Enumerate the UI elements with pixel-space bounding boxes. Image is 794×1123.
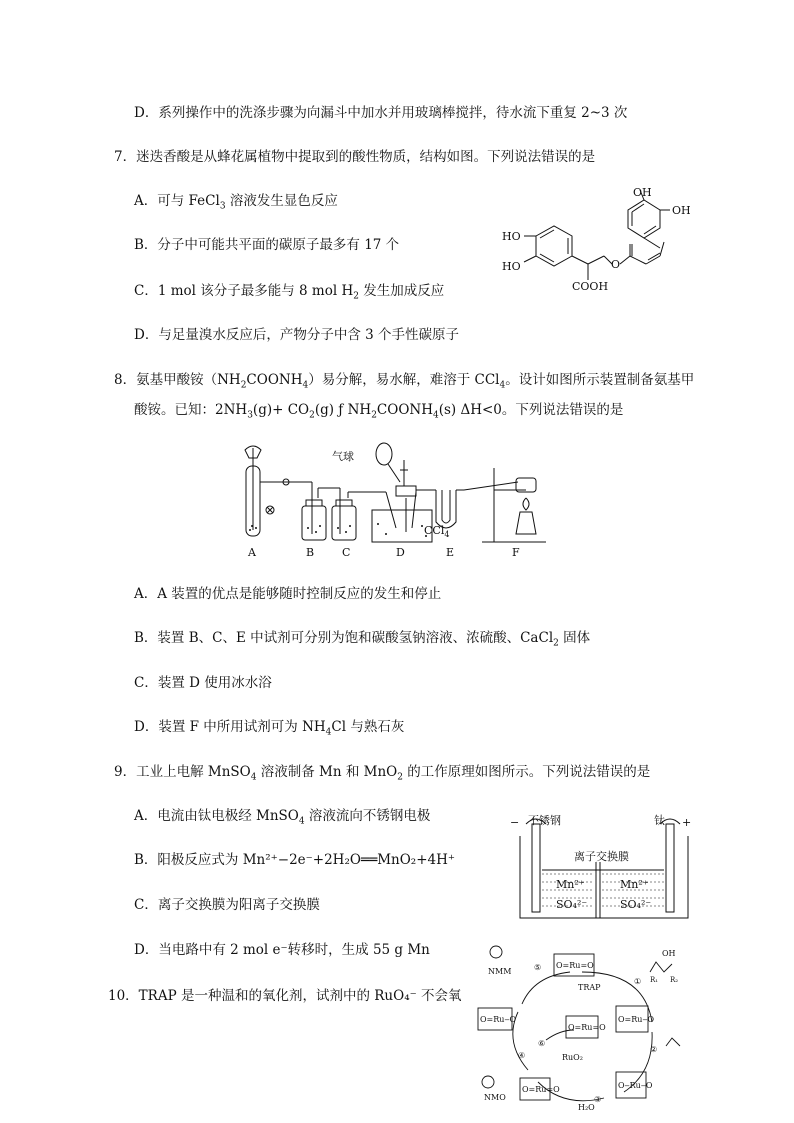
ccl4-label: CCl$_4$ [424, 524, 450, 539]
svg-text:O=Ru=O: O=Ru=O [522, 1085, 560, 1094]
label-c: C [342, 546, 351, 559]
q8-option-c: C．装置 D 使用冰水浴 [134, 675, 272, 691]
q7-stem: 7．迷迭香酸是从蜂花属植物中提取到的酸性物质，结构如图。下列说法错误的是 [114, 149, 596, 165]
rosmarinic-acid-structure [498, 188, 698, 300]
cathode-label: 不锈钢 [528, 814, 561, 827]
q7-option-b: B．分子中可能共平面的碳原子最多有 17 个 [134, 237, 400, 253]
q8-option-a: A．A 装置的优点是能够随时控制反应的发生和停止 [134, 586, 442, 602]
ho-label-2: HO [502, 260, 521, 273]
nmo-label: NMO [484, 1093, 506, 1102]
q8-stem-line1: 8．氨基甲酸铵$(NH_2COONH_4)$易分解，易水解，难溶于 CCl$_4$。设计如图所示装置制备氨基甲 [114, 372, 695, 391]
ho-label-1: HO [502, 230, 521, 243]
q8-option-d: D．装置 F 中所用试剂可为 $NH_4Cl$ 与熟石灰 [134, 719, 405, 738]
step-3: ③ [594, 1095, 602, 1104]
r1-label: R₁ [650, 976, 659, 984]
q6-option-d: D．系列操作中的洗涤步骤为向漏斗中加水并用玻璃棒搅拌，待水流下重复 2~3 次 [134, 105, 628, 121]
mn-left-label: Mn²⁺ [556, 878, 585, 891]
step-6: ⑥ [538, 1039, 546, 1048]
ester-o-label: O [611, 258, 621, 271]
apparatus-diagram [236, 438, 566, 562]
oh-label-1: OH [633, 188, 652, 199]
trap-label: TRAP [578, 983, 601, 992]
q9-option-a: A．电流由钛电极经 MnSO$_4$ 溶液流向不锈钢电极 [134, 808, 431, 827]
label-b: B [306, 546, 315, 559]
q10-stem: 10．TRAP 是一种温和的氧化剂，试剂中的 RuO₄⁻ 不会氧 [108, 988, 462, 1004]
svg-text:O=Ru=O: O=Ru=O [568, 1023, 606, 1032]
svg-text:O=Ru‒O: O=Ru‒O [618, 1015, 655, 1024]
oh-label: OH [662, 949, 676, 958]
ruo2-label: RuO₂ [562, 1053, 583, 1062]
q8-stem-line2: 酸铵。已知：$2NH_3(g)+ CO_2(g)$ ƒ $NH_2COONH_4(s)$ ΔH<0。下列说法错误的是 [134, 402, 624, 421]
label-e: E [446, 546, 455, 559]
step-2: ② [650, 1045, 658, 1054]
membrane-label: 离子交换膜 [574, 850, 629, 863]
q9-option-b: B．阳极反应式为 Mn²⁺−2e⁻+2H₂O══MnO₂+4H⁺ [134, 852, 455, 868]
h2o-label: H₂O [578, 1103, 595, 1112]
step-4: ④ [518, 1051, 526, 1060]
label-a: A [248, 546, 256, 559]
q8-option-b: B．装置 B、C、E 中试剂可分别为饱和碳酸氢钠溶液、浓硫酸、CaCl$_2$ 固体 [134, 630, 591, 649]
q9-option-d: D．当电路中有 2 mol e⁻转移时，生成 55 g Mn [134, 942, 430, 958]
anode-sign: + [682, 816, 692, 829]
label-f: F [512, 546, 520, 559]
catalytic-cycle-diagram [474, 942, 690, 1114]
svg-text:O‒Ru‒O: O‒Ru‒O [618, 1081, 653, 1090]
q9-option-c: C．离子交换膜为阳离子交换膜 [134, 897, 320, 913]
step-1: ① [634, 977, 642, 986]
svg-text:O=Ru‒O: O=Ru‒O [480, 1015, 517, 1024]
label-d: D [396, 546, 405, 559]
q9-stem: 9．工业上电解 MnSO$_4$ 溶液制备 Mn 和 MnO$_2$ 的工作原理如图所示。下列说法错误的是 [114, 764, 651, 783]
svg-text:O=Ru=O: O=Ru=O [556, 961, 594, 970]
cathode-sign: − [510, 816, 520, 829]
r2-label: R₂ [670, 976, 679, 984]
so4-right-label: SO₄²⁻ [620, 898, 652, 911]
oh-label-2: OH [672, 204, 691, 217]
cooh-label: COOH [572, 280, 609, 293]
mn-right-label: Mn²⁺ [620, 878, 649, 891]
so4-left-label: SO₄²⁻ [556, 898, 588, 911]
nmm-label: NMM [488, 967, 512, 976]
anode-label: 钛 [654, 814, 665, 827]
balloon-label: 气球 [332, 450, 354, 463]
q7-option-a: A．可与 FeCl$_3$ 溶液发生显色反应 [134, 193, 338, 212]
electrolysis-cell [506, 812, 698, 928]
step-5: ⑤ [534, 963, 542, 972]
q7-option-c: C．1 mol 该分子最多能与 8 mol $H_2$ 发生加成反应 [134, 283, 445, 302]
q7-option-d: D．与足量溴水反应后，产物分子中含 3 个手性碳原子 [134, 327, 459, 343]
